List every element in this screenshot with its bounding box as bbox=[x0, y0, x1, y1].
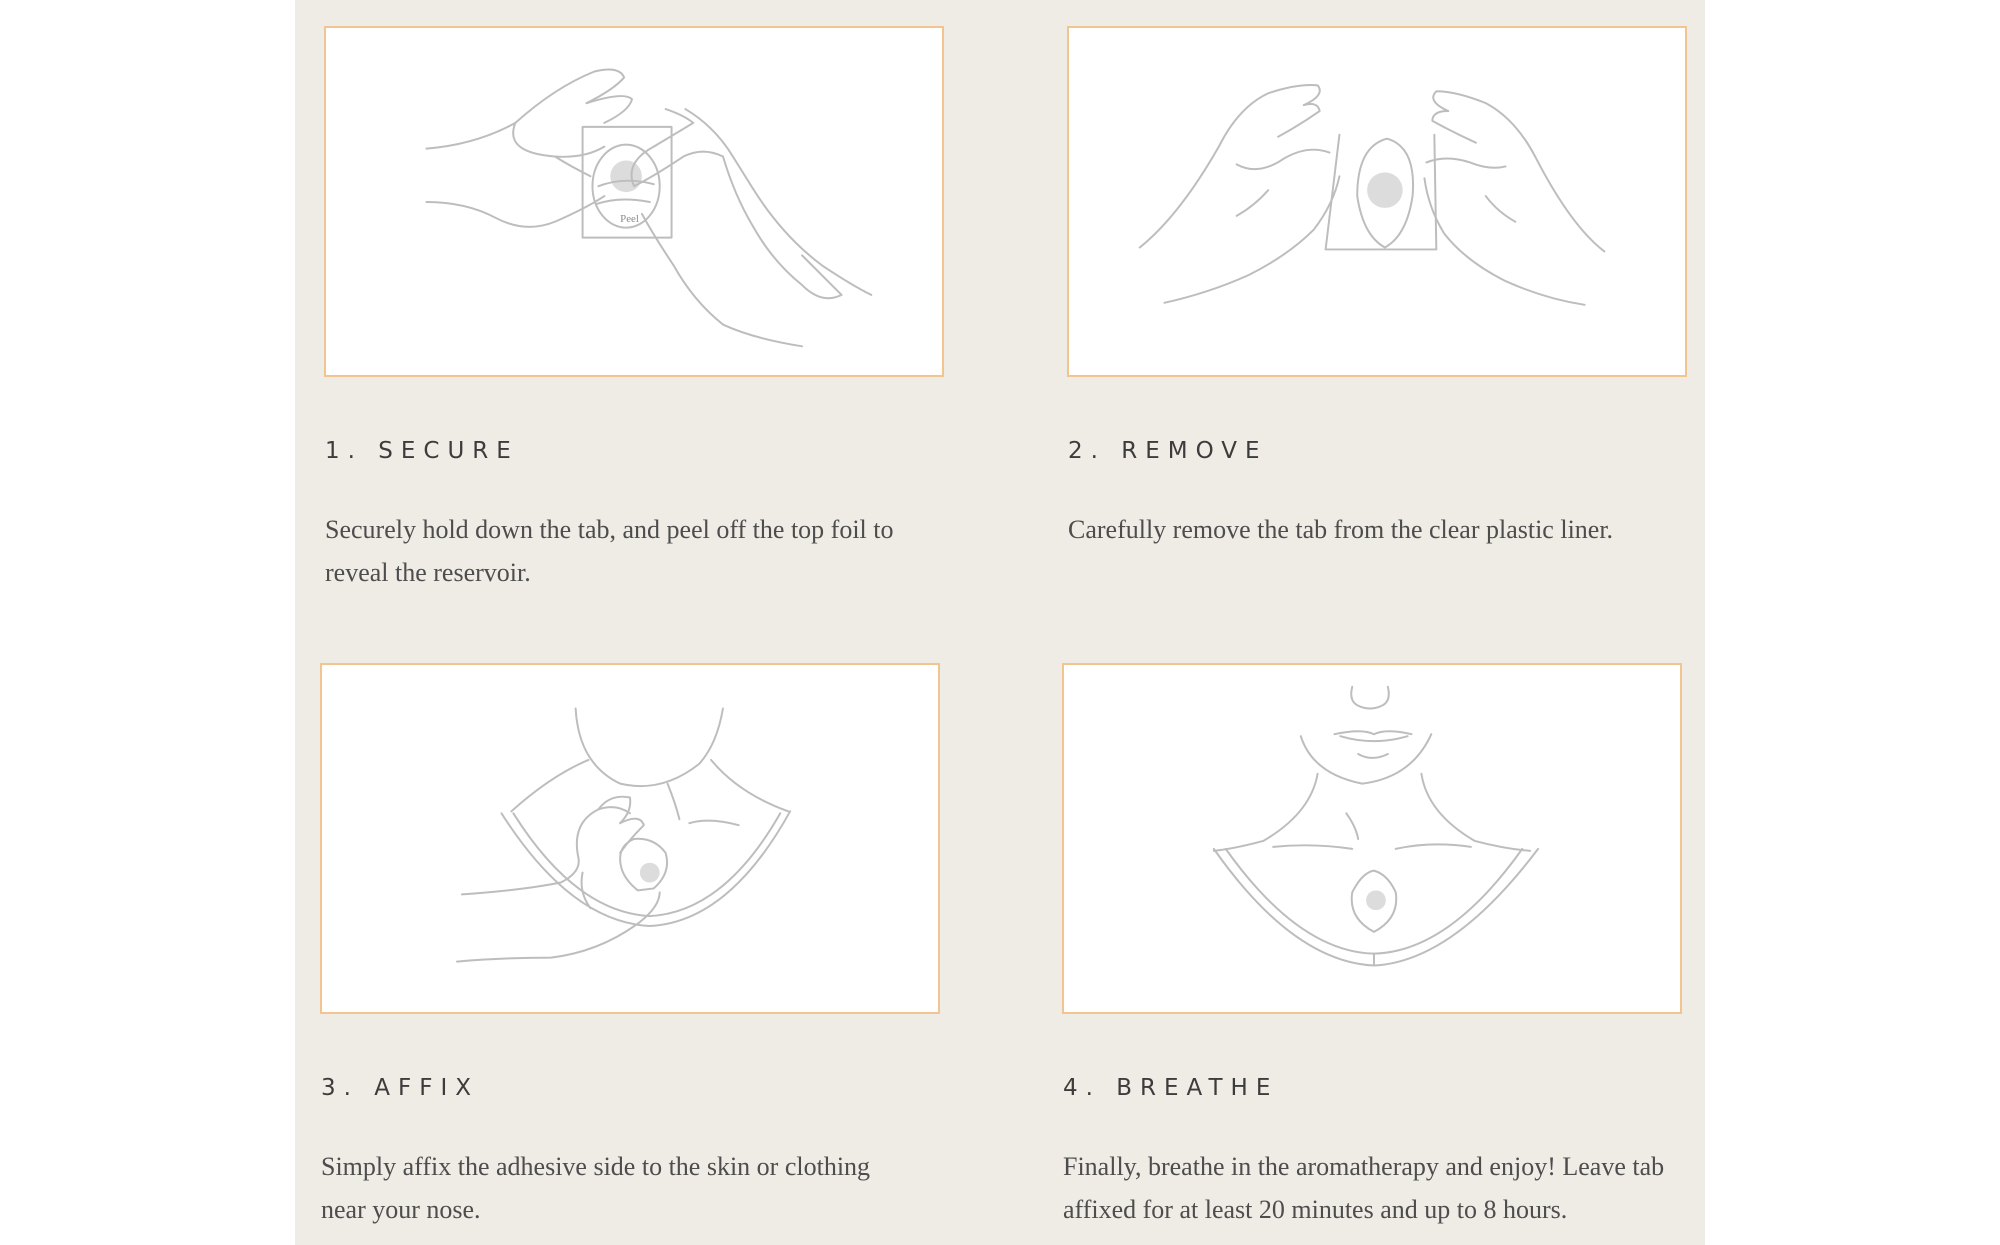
hands-peeling-foil-icon bbox=[326, 28, 942, 375]
step-2-description: Carefully remove the tab from the clear plastic liner. bbox=[1068, 515, 1614, 544]
step-1-title: 1. SECURE bbox=[325, 438, 519, 464]
step-3-description: Simply affix the adhesive side to the skin or clothing near your nose. bbox=[321, 1152, 871, 1224]
person-breathing-icon bbox=[1064, 665, 1680, 1012]
step-1-description: Securely hold down the tab, and peel off the top foil to reveal the reservoir. bbox=[325, 515, 894, 587]
step-2-illustration bbox=[1067, 26, 1687, 377]
hand-affixing-tab-icon bbox=[322, 665, 938, 1012]
step-4-title: 4. BREATHE bbox=[1063, 1075, 1279, 1101]
step-4-description: Finally, breathe in the aromatherapy and enjoy! Leave tab affixed for at least 20 minutes and up to 8 hours. bbox=[1063, 1152, 1665, 1224]
step-3-illustration bbox=[320, 663, 940, 1014]
step-3-title: 3. AFFIX bbox=[321, 1075, 479, 1101]
tab-label-text: Peel bbox=[620, 212, 639, 225]
instructions-panel bbox=[295, 0, 1705, 1245]
hands-removing-tab-icon bbox=[1069, 28, 1685, 375]
step-1-illustration bbox=[324, 26, 944, 377]
step-4-illustration bbox=[1062, 663, 1682, 1014]
step-2-title: 2. REMOVE bbox=[1068, 438, 1268, 464]
